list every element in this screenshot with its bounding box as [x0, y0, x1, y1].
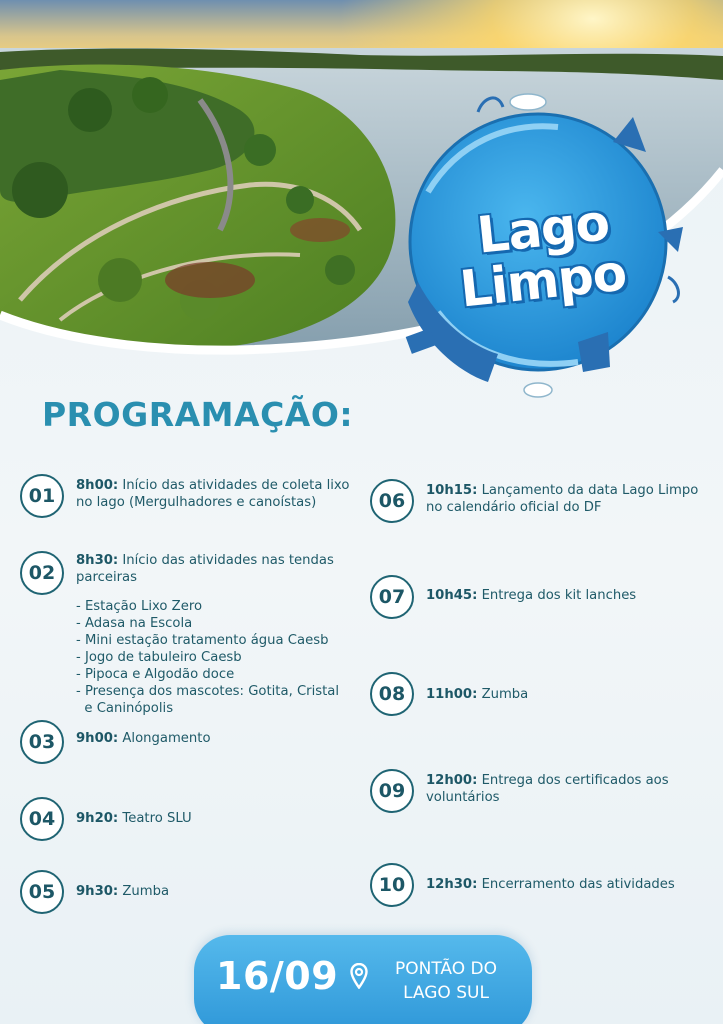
item-description: Início das atividades nas tendas parceiras — [76, 553, 334, 585]
item-text — [76, 552, 365, 717]
item-time: 9h30: — [76, 884, 119, 899]
item-text — [76, 477, 365, 511]
agenda-item-07 — [370, 575, 710, 619]
agenda-item-08 — [370, 672, 710, 716]
location-pin-icon — [350, 963, 368, 989]
item-description: Zumba — [477, 687, 529, 702]
tent-activities-list — [76, 598, 365, 717]
item-number-badge: 01 — [20, 474, 64, 518]
list-item: - Estação Lixo Zero — [76, 599, 203, 614]
agenda-item-03 — [20, 720, 365, 764]
item-time: 10h45: — [426, 588, 478, 603]
item-time: 9h20: — [76, 811, 119, 826]
item-description: Encerramento das atividades — [477, 877, 675, 892]
list-item: - Jogo de tabuleiro Caesb — [76, 650, 242, 665]
location-line-1: PONTÃO DO — [395, 959, 497, 979]
item-time: 8h00: — [76, 478, 119, 493]
item-text — [76, 810, 192, 827]
agenda-item-09 — [370, 769, 710, 813]
item-number-badge: 05 — [20, 870, 64, 914]
location-line-2: LAGO SUL — [403, 983, 489, 1003]
agenda-item-01 — [20, 474, 365, 518]
item-time: 10h15: — [426, 483, 478, 498]
item-number-badge: 04 — [20, 797, 64, 841]
item-description: Alongamento — [118, 731, 211, 746]
item-text — [426, 876, 675, 893]
logo-word-limpo: Limpo — [457, 243, 629, 319]
item-text — [426, 587, 636, 604]
item-number-badge: 02 — [20, 551, 64, 595]
item-time: 12h30: — [426, 877, 478, 892]
item-number-badge: 03 — [20, 720, 64, 764]
list-item: - Adasa na Escola — [76, 616, 193, 631]
item-description: Zumba — [118, 884, 170, 899]
item-number-badge: 07 — [370, 575, 414, 619]
item-text — [76, 730, 211, 747]
agenda-item-06 — [370, 479, 710, 523]
item-time: 9h00: — [76, 731, 119, 746]
list-item: - Presença dos mascotes: Gotita, Cristal — [76, 684, 340, 699]
item-description: Entrega dos certificados aos voluntários — [426, 773, 669, 805]
item-text — [426, 482, 710, 516]
program-heading: PROGRAMAÇÃO: — [42, 395, 354, 434]
logo-word-lago: Lago — [474, 193, 612, 265]
list-item: - Mini estação tratamento água Caesb — [76, 633, 329, 648]
date-location-banner — [194, 935, 532, 1024]
item-text — [426, 772, 710, 806]
agenda-item-04 — [20, 797, 365, 841]
item-text — [76, 883, 169, 900]
lago-limpo-logo — [378, 82, 708, 402]
item-time: 8h30: — [76, 553, 119, 568]
item-number-badge: 08 — [370, 672, 414, 716]
agenda-item-05 — [20, 870, 365, 914]
event-location — [372, 957, 520, 1005]
agenda-item-02 — [20, 551, 365, 717]
item-description: Lançamento da data Lago Limpo no calendário oficial do DF — [426, 483, 699, 515]
item-time: 11h00: — [426, 687, 478, 702]
item-time: 12h00: — [426, 773, 478, 788]
item-description: Entrega dos kit lanches — [477, 588, 637, 603]
item-number-badge: 06 — [370, 479, 414, 523]
item-number-badge: 10 — [370, 863, 414, 907]
event-date: 16/09 — [216, 954, 339, 998]
list-item: e Caninópolis — [76, 701, 174, 716]
item-description: Teatro SLU — [118, 811, 192, 826]
item-description: Início das atividades de coleta lixo no lago (Mergulhadores e canoístas) — [76, 478, 350, 510]
list-item: - Pipoca e Algodão doce — [76, 667, 235, 682]
item-number-badge: 09 — [370, 769, 414, 813]
agenda-item-10 — [370, 863, 715, 907]
item-text — [426, 686, 528, 703]
